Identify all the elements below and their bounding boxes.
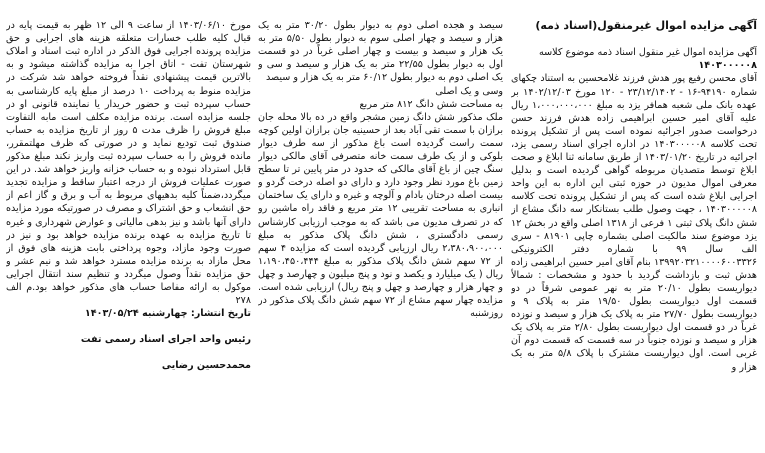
body-column-2-top2: وسی و یک اصلی xyxy=(435,85,503,97)
case-number: ۱۴۰۳۰۰۰۰۰۸ xyxy=(698,60,757,72)
column-right xyxy=(511,6,757,374)
publish-date-line xyxy=(6,307,251,320)
signature-org: رئیس واحد اجرای اسناد رسمی تفت xyxy=(80,334,251,346)
body-column-2: به مساحت شش دانگ ۸۱۲ متر مربع ملک مذکور شش دانگ زمین مشجر واقع در ده بالا محله جان برازان با سمت تقی آباد بعد از حسینیه جان برازان اولین کوچه سمت راست گردیده است باغ مذکور از سه طرف دیوار بلوکی و از یک طرف سمت خانه متصرفی آقای مالکی دیوار سنگ چین از باغ آقای مالکی که حدود در متر پایین تر تا سطح زمین باغ مورد نظر وجود دارد و دارای دو اصله درخت گردو و بیست اصله درختان بادام و آلوچه و غیره و دارای یک ساختمان انباری به مساحت تقریبی ۱۲ متر مربع و فاقد راه ماشین رو که در تصرف مدیون می باشد که به موجب ارزیابی کارشناس رسمی دادگستری ، شش دانگ پلاک مذکور به مبلغ ۲،۳۸۰،۹۰۰،۰۰۰ ریال ارزیابی گردیده است که مزایده ۴ سهم از ۷۲ سهم شش دانگ پلاک مذکور به مبلغ ۱،۱۹۰،۴۵۰،۴۴۴ ریال ( یک میلیارد و یکصد و نود و پنج میلیون و چهارصد و چهل و چهار هزار و چهارصد و چهل و پنج ریال) ارزیابی شده است. مزایده چهار سهم مشاع از ۷۲ سهم شش دانگ پلاک مذکور در روزشنبه xyxy=(258,98,503,320)
body-column-2-top: سیصد و هجده اصلی دوم به دیوار بطول ۳۰/۲۰ متر به یک هزار و سیصد و چهار اصلی سوم به دیوار بطول ۵/۵۰ متر به یک هزار و سیصد و بیست و چهار اصلی غرباً در دو قسمت اول به دیوار بطول ۲۲/۵۵ متر به یک هزار و سیصد و سی و یک اصلی دوم به دیوار بطول ۶۰/۱۲ متر به یک هزار و سیصد xyxy=(258,20,503,84)
notice-intro: آگهی مزایده اموال غیر منقول اسناد ذمه موضوع کلاسه xyxy=(538,47,757,59)
notice-title: آگهی مزایده اموال غیرمنقول(اسناد ذمه) xyxy=(535,19,757,33)
publish-date: ۱۴۰۳/۰۵/۲۴ xyxy=(84,308,139,320)
publish-date-label: تاریخ انتشار: چهارشنبه xyxy=(142,308,251,320)
body-column-3: مورخ ۱۴۰۳/۰۶/۱۰ از ساعت ۹ الی ۱۲ ظهر به قیمت پایه در قبال کلیه طلب خسارات متعلقه هزینه های اجرایی و حق مزایده پرونده اجرایی فوق الذکر در اداره ثبت اسناد و املاک شهرستان تفت - اتاق اجرا به مزایده گذاشته میشود و به بالاترین قیمت پیشنهادی نقداً فروخته خواهد شد شرکت در مزایده منوط به پرداخت ۱۰ درصد از مبلغ پایه کارشناسی به حساب سپرده ثبت و حضور خریدار یا نماینده قانونی او در جلسه مزایده است. برنده مزایده مکلف است مابه التفاوت مبلغ فروش را ظرف مدت ۵ روز از تاریخ مزایده به حساب صندوق ثبت تودیع نماید و در صورتی که ظرف مهلتمقرر، مانده فروش را به حساب سپرده ثبت واریز نکند مبلغ مذکور قابل استرداد نبوده و به حساب خزانه واریز خواهد شد. در این صورت عملیات فروش از درجه اعتبار ساقط و مزایده تجدید میگردد،ضمناً کلیه بدهیهای مربوط به آب و برق و گاز اعم از حق انشعاب و حق اشتراک و مصرف در صورتیکه مورد مزایده دارای آنها باشد و نیز بدهی مالیاتی و عوارض شهرداری و غیره تا تاریخ مزایده به عهده برنده مزایده خواهد بود و نیز در صورت وجود مازاد، وجوه پرداختی بابت هزینه های فوق از محل مازاد به برنده مزایده مسترد خواهد شد و نیم عشر و حق مزایده نقداً وصول میگردد و تنظیم سند انتقال اجرایی موکول به ارائه مفاصا حساب های مذکور خواهد بود.م الف ۲۷۸ xyxy=(6,20,251,307)
body-column-1: آقای محسن رفیع پور هدش فرزند غلامحسین به استناد چکهای شماره ۹۴۱۹۰-۱۶ - ۲۳/۱۲/۱۴۰۲ - ۱۲۰ مورخ ۱۴۰۲/۱۲/۰۳ بر عهده بانک ملی شعبه همافر یزد به مبلغ ۱،۰۰۰،۰۰۰،۰۰۰ ریال علیه آقای امیر حسین ابراهیمی زاده هدش فرزند حسن درخواست صدور اجرائیه نموده است پس از تشکیل پرونده تحت کلاسه ۱۴۰۳۰۰۰۰۰۸ در اداره اجرای اسناد رسمی یزد، اجرائیه در تاریخ ۱۴۰۳/۰۱/۲۰ از طریق سامانه ثنا ابلاغ و صحت ابلاغ توسط متصدیان مربوطه گواهی گردیده است و بدلیل معرفی اموال مدیون در حوزه ثبتی این اداره به این واحد اجرایی ابلاغ شده است که پس از تشکیل پرونده تحت کلاسه ۱۴۰۳۰۰۰۰۰۸ ، جهت وصول طلب بستانکار سه دانگ مشاع از شش دانگ پلاک ثبتی ۱ فرعی از ۱۳۱۸ اصلی واقع در بخش ۱۲ یزد موضوع سند مالکیت اصلی بشماره چاپی ۸۱۹۰۱ - سری الف سال ۹۹ با شماره دفتر الکترونیکی ۱۳۹۹۲۰۳۲۱۰۰۰۰۶۰۰۳۳۲۶ بنام آقای امیر حسین ابراهیمی زاده هدش ثبت و بازداشت گردید با حدود و مشخصات : شمالاً دیواریست بطول ۲۰/۱۰ متر به نهر عمومی شرقاً در دو قسمت اول دیواریست بطول ۱۹/۵۰ متر به پلاک ۹ و دیواریست بطول ۲۷/۷۰ متر به پلاک یک هزار و سیصد و نوزده غرباً در دو قسمت اول دیواریست بطول ۲/۸۰ متر به پلاک یک هزار و سیصد و نوزده جنوباً در سه قسمت که قسمت دوم آن غربی است. اول دیواریست مشترک با پلاک ۵/۸ متر به یک هزار و xyxy=(511,73,757,373)
column-middle xyxy=(258,6,503,320)
signature-name: محمدحسین رضایی xyxy=(161,360,251,372)
column-left xyxy=(6,6,251,385)
